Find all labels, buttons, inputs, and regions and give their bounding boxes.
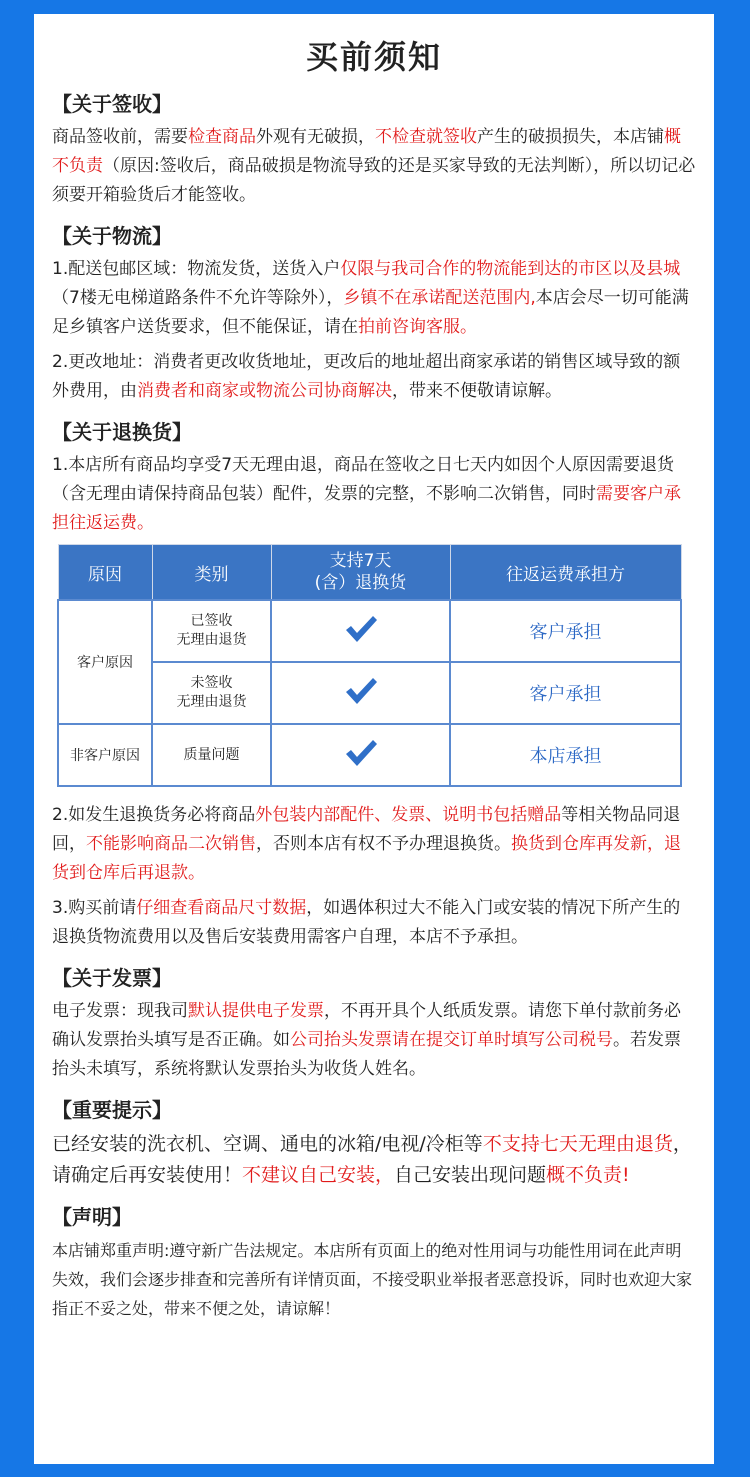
highlight-text: 需要客户承担往返运费。 — [52, 484, 681, 533]
notice-paragraph — [52, 1129, 696, 1191]
body-text: ，如遇体积过大不能入门或安装的情况下所产生的退换货物流费用以及售后安装费用需客户自理，本店不予承担。 — [52, 898, 681, 947]
table-cell-payer: 客户承担 — [450, 662, 681, 724]
sign-paragraph — [52, 123, 696, 210]
table-header-cell: 支持7天 (含）退换货 — [271, 545, 450, 601]
table-cell-payer: 客户承担 — [450, 600, 681, 662]
body-text: 自己安装出现问题 — [394, 1164, 547, 1186]
body-text: 1.本店所有商品均享受7天无理由退，商品在签收之日七天内如因个人原因需要退货（含无理由请保持商品包装）配件，发票的完整，不影响二次销售，同时 — [52, 455, 675, 504]
highlight-text: 拍前咨询客服。 — [358, 317, 477, 337]
body-text: 本店会尽一切可能满足乡镇客户送货要求，但不能保证，请在 — [52, 288, 689, 337]
body-text: 1.配送包邮区域：物流发货，送货入户 — [52, 259, 341, 279]
logistics-paragraph-1 — [52, 255, 696, 342]
body-text: 电子发票：现我司 — [52, 1001, 188, 1021]
body-text: 2.更改地址：消费者更改收货地址，更改后的地址超出商家承诺的销售区域导致的额外费用，由 — [52, 352, 681, 401]
table-row — [58, 600, 681, 662]
body-text: 产生的破损损失，本店铺 — [477, 127, 664, 147]
table-row — [58, 662, 681, 724]
highlight-text: 概不负责! — [546, 1164, 630, 1186]
highlight-text: 仅限与我司合作的物流能到达的市区以及县城 — [340, 259, 681, 279]
body-text: 2.如发生退换货务必将商品 — [52, 805, 256, 825]
check-icon — [343, 676, 379, 710]
table-header-row — [58, 545, 681, 601]
returns-paragraph-3 — [52, 894, 696, 952]
returns-paragraph-1 — [52, 451, 696, 538]
check-icon — [343, 614, 379, 648]
table-cell-check — [271, 724, 450, 786]
highlight-text: 默认提供电子发票 — [188, 1001, 324, 1021]
section-heading-statement: 【声明】 — [52, 1205, 132, 1229]
body-text: 外观有无破损， — [256, 127, 375, 147]
body-text: 等相关物品同退回， — [52, 805, 681, 854]
section-heading-notice: 【重要提示】 — [52, 1098, 172, 1122]
body-text: 。若发票抬头未填写，系统将默认发票抬头为收货人姓名。 — [52, 1030, 681, 1079]
returns-table — [57, 544, 682, 787]
table-cell-category: 质量问题 — [152, 724, 271, 786]
highlight-text: 换货到仓库再发新，退货到仓库后再退款。 — [52, 834, 681, 883]
table-cell-category: 未签收 无理由退货 — [152, 662, 271, 724]
table-cell-check — [271, 662, 450, 724]
table-header-cell: 类别 — [152, 545, 271, 601]
body-text: （原因:签收后，商品破损是物流导致的还是买家导致的无法判断），所以切记必须要开箱验货后才能签收。 — [52, 156, 696, 205]
highlight-text: 公司抬头发票请在提交订单时填写公司税号 — [290, 1030, 613, 1050]
notice-card — [34, 14, 714, 1464]
highlight-text: 消费者和商家或物流公司协商解决 — [137, 381, 392, 401]
table-cell-category: 已签收 无理由退货 — [152, 600, 271, 662]
invoice-paragraph — [52, 997, 696, 1084]
page-title: 买前须知 — [305, 38, 442, 76]
table-header-cell: 往返运费承担方 — [450, 545, 681, 601]
returns-paragraph-2 — [52, 801, 696, 888]
highlight-text: 仔细查看商品尺寸数据 — [136, 898, 307, 918]
body-text: ，带来不便敬请谅解。 — [392, 381, 562, 401]
table-cell-payer: 本店承担 — [450, 724, 681, 786]
body-text: 商品签收前，需要 — [52, 127, 188, 147]
body-text: ，不再开具个人纸质发票。请您下单付款前务必确认发票抬头填写是否正确。如 — [52, 1001, 681, 1050]
section-heading-sign: 【关于签收】 — [52, 92, 172, 116]
section-heading-logistics: 【关于物流】 — [52, 224, 172, 248]
body-text: 已经安装的洗衣机、空调、通电的冰箱/电视/冷柜等 — [52, 1133, 483, 1155]
section-heading-returns: 【关于退换货】 — [52, 420, 192, 444]
table-header-cell: 原因 — [58, 545, 152, 601]
table-row — [58, 724, 681, 786]
highlight-text: 乡镇不在承诺配送范围内, — [343, 288, 536, 308]
body-text: 3.购买前请 — [52, 898, 137, 918]
table-cell-check — [271, 600, 450, 662]
highlight-text: 不建议自己安装， — [242, 1164, 395, 1186]
highlight-text: 不检查就签收 — [375, 127, 477, 147]
check-icon — [343, 738, 379, 772]
table-cell-reason: 客户原因 — [58, 600, 152, 724]
logistics-paragraph-2 — [52, 348, 696, 406]
body-text: ，否则本店有权不予办理退换货。 — [256, 834, 511, 854]
body-text: ，请确定后再安装使用！ — [52, 1133, 692, 1186]
section-heading-invoice: 【关于发票】 — [52, 966, 172, 990]
statement-paragraph: 本店铺郑重声明:遵守新广告法规定。本店所有页面上的绝对性用词与功能性用词在此声明失效，我们会逐步排查和完善所有详情页面，不接受职业举报者恶意投诉，同时也欢迎大家指正不妥之处，带来不便之处，请谅解！ — [52, 1241, 693, 1318]
highlight-text: 检查商品 — [188, 127, 256, 147]
highlight-text: 概不负责 — [52, 127, 681, 176]
highlight-text: 不支持七天无理由退货 — [482, 1133, 673, 1155]
highlight-text: 不能影响商品二次销售 — [86, 834, 256, 854]
highlight-text: 外包装内部配件、发票、说明书包括赠品 — [255, 805, 562, 825]
table-cell-reason: 非客户原因 — [58, 724, 152, 786]
body-text: （7楼无电梯道路条件不允许等除外）， — [52, 288, 344, 308]
